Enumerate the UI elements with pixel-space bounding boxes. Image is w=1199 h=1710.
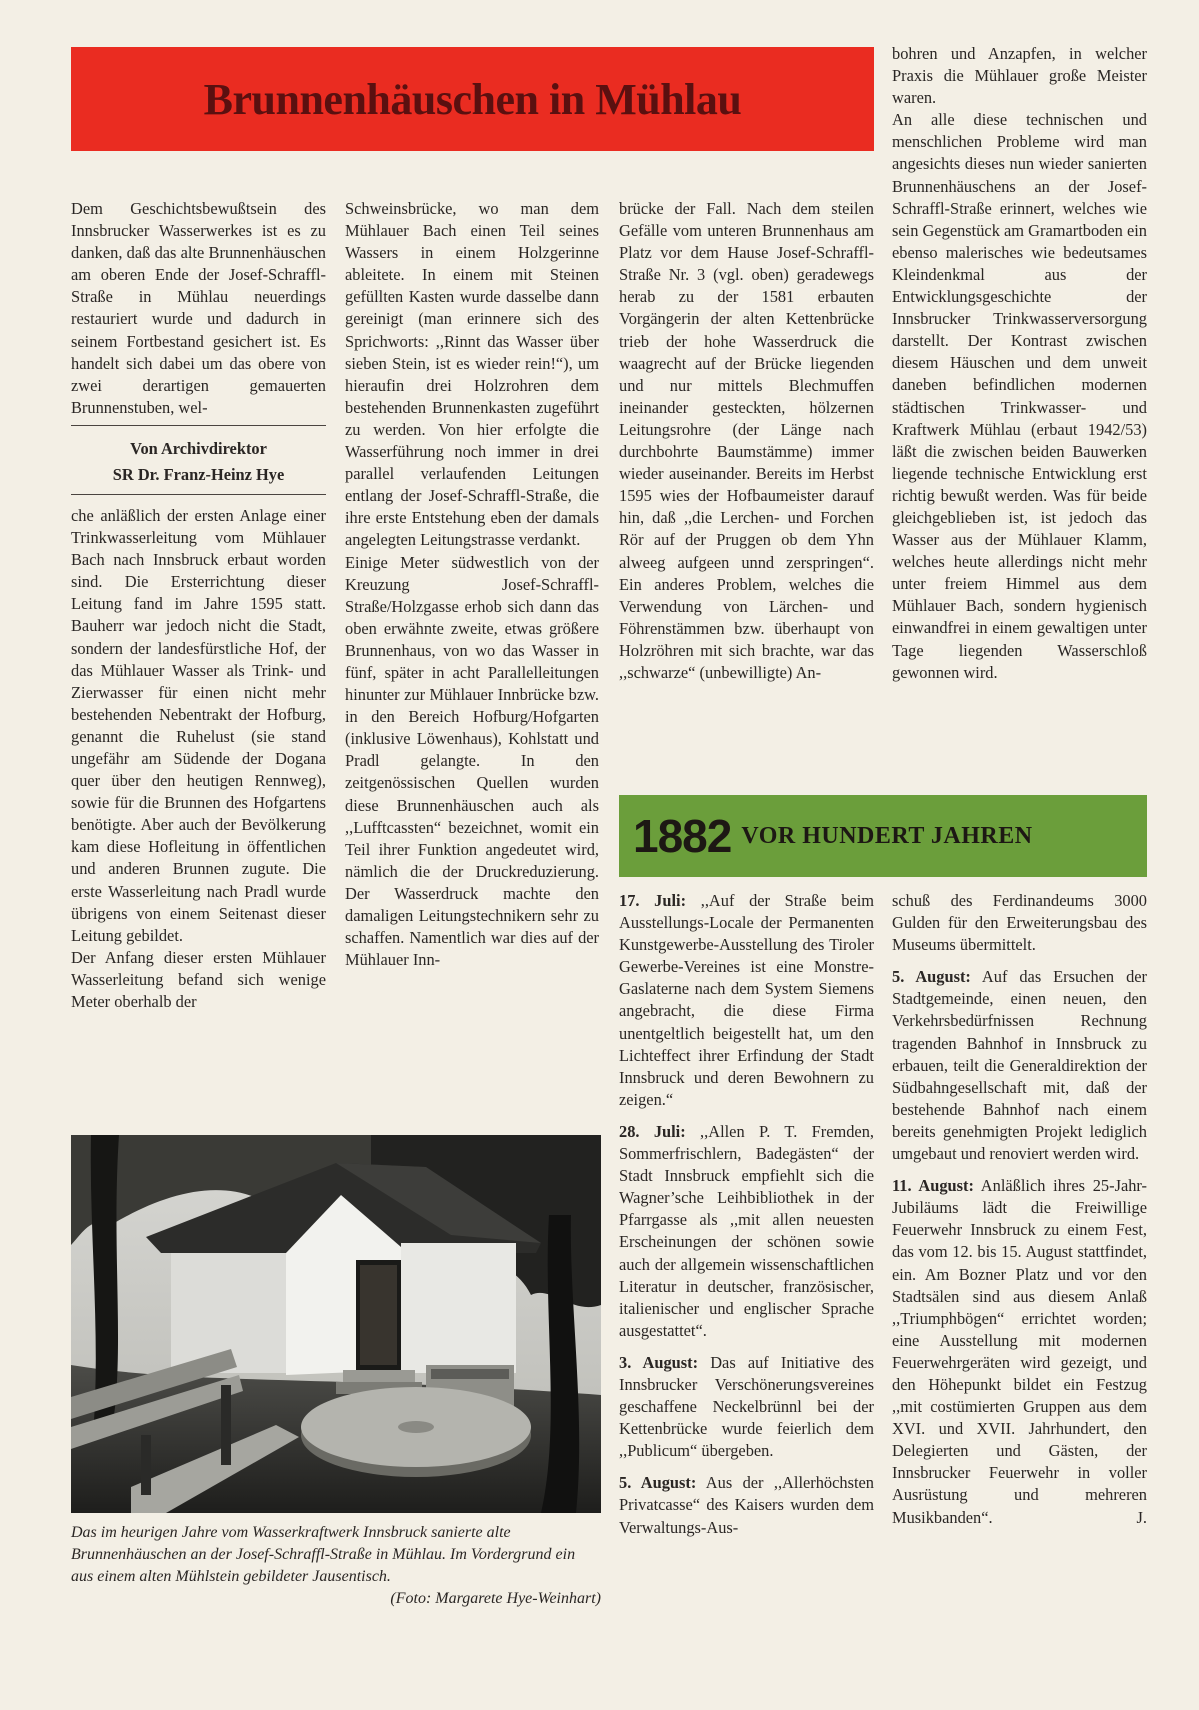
entry-text: Das auf Initiative des Innsbrucker Verschönerungsvereines geschaffene Neckelbrünnl bei der Kettenbrücke wurde feierlich dem ,,Publicum“ übergeben. — [619, 1352, 875, 1461]
entry-text: ,,Auf der Straße beim Ausstellungs-Locale der Permanenten Kunstgewerbe-Ausstellung des Tiroler Gewerbe-Vereines ist eine Monstre-Gaslaterne nach dem System Siemens angebracht, die diese Firma unentgeltlich beigestellt hat, um den Lichteffect ihrer Erfindung der Stadt Innsbruck und deren Bewohnern zu zeigen.“ — [619, 891, 874, 1109]
photo-credit: (Foto: Margarete Hye-Weinhart) — [390, 1590, 601, 1607]
section-banner-1882 — [619, 795, 1147, 877]
section-heading: VOR HUNDERT JAHREN — [741, 822, 1033, 849]
entry-date: 5. August: — [619, 1473, 697, 1493]
well-house-photo — [71, 1135, 601, 1513]
chronicle-entry — [892, 1175, 1147, 1529]
article-column-1 — [71, 198, 326, 1013]
chronicle-column-2 — [892, 890, 1147, 1539]
article-paragraph: Schweinsbrücke, wo man dem Mühlauer Bach einen Teil seines Wassers in einem Holzgerinne ableitete. In einem mit Steinen gefüllten Kasten wurde dasselbe dann gereinigt (man erinnere sich des Sprichworts: ,,Rinnt das Wasser über sieben Stein, ist es wieder rein!“), um hieraufin drei Holzrohren dem bestehenden Brunnenkasten zugeführt zu werden. Von hier erfolgte die Wasserführung noch immer in drei parallel verlaufenden Leitungen entlang der Josef-Schraffl-Straße, die ihre erste Entstehung eben der damals angelegten Leitungstrasse verdankt. — [345, 199, 599, 550]
chronicle-entry — [619, 1121, 874, 1342]
chronicle-entry — [892, 966, 1147, 1165]
title-banner — [71, 47, 874, 151]
divider — [71, 425, 326, 426]
article-column-2 — [345, 198, 599, 971]
entry-text: ,,Allen P. T. Fremden, Sommerfrischlern, Badegästen“ der Stadt Innsbruck empfiehlt sich die Wagner’sche Leihbibliothek in der Pfarrgasse als ,,mit allen neuesten Erscheinungen der schönen sowie auch der allgemein wissenschaftlichen Literatur in deutscher, französischer, italienischer und englischer Sprache ausgestattet“. — [619, 1121, 874, 1340]
article-paragraph: An alle diese technischen und menschlichen Probleme wird man angesichts dieses nun wieder sanierten Brunnenhäuschens an der Josef-Schraffl-Straße erinnert, welches wie sein Gegenstück am Gramartboden ein ebenso malerisches wie bedeutsames Kleindenkmal aus der Entwicklungsgeschichte der Innsbrucker Trinkwasserversorgung darstellt. Der Kontrast zwischen diesem Häuschen und dem unweit daneben befindlichen modernen städtischen Trinkwasser- und Kraftwerk Mühlau (erbaut 1942/53) läßt die zwischen beiden Bauwerken liegende technische Entwicklung erst richtig bewußt werden. Was für beide gleichgeblieben ist, ist jedoch das Wasser aus der Mühlauer Klamm, welches heute allerdings nicht mehr unter freiem Himmel aus dem Mühlauer Bach, sondern hygienisch einwandfrei in einem gewaltigen unter Tage liegenden Wasserschloß gewonnen wird. — [892, 110, 1147, 682]
chronicle-entry — [619, 1352, 874, 1462]
article-paragraph: brücke der Fall. Nach dem steilen Gefälle vom unteren Brunnenhaus am Platz vor dem Hause Josef-Schraffl-Straße Nr. 3 (vgl. oben) geradewegs herab zu der 1581 erbauten Vorgängerin der alten Kettenbrücke trieb der hohe Wasserdruck die waagrecht auf der Brücke liegenden und nur mittels Blechmuffen ineinander gesteckten, hölzernen Leitungsrohre (der Länge nach durchbohrte Baumstämme) immer wieder auseinander. Bereits im Herbst 1595 wies der Hofbaumeister darauf hin, daß ,,die Lerchen- und Forchen Rör auf der Pruggen ob dem Yhn alweeg aufgeen unnd zerspringen“. Ein anderes Problem, welches die Verwendung von Lärchen- und Föhrenstämmen bzw. überhaupt von Holzröhren mit sich brachte, war das ,,schwarze“ (unbewilligte) An- — [619, 199, 874, 682]
photo-caption — [71, 1522, 601, 1610]
entry-text: Aus der ,,Allerhöchsten Privatcasse“ des Kaisers wurden dem Verwaltungs-Aus- — [619, 1473, 875, 1537]
entry-text: Auf das Ersuchen der Stadtgemeinde, einen neuen, den Verkehrsbedürfnissen Rechnung tragenden Bahnhof in Innsbruck zu erbauen, teilt die Generaldirektion der Südbahngesellschaft mit, daß der bestehende Bahnhof nach einem bereits genehmigten Projekt lediglich umgebaut und renoviert werden wird. — [892, 967, 1147, 1164]
entry-date: 17. Juli: — [619, 891, 687, 910]
page-title: Brunnenhäuschen in Mühlau — [203, 74, 742, 124]
article-paragraph-intro: Dem Geschichtsbewußtsein des Innsbrucker Wasserwerkes ist es zu danken, daß das alte Brunnenhäuschen am oberen Ende der Josef-Schraffl-Straße in Mühlau neuerdings restauriert wurde und dadurch in seinem Fortbestand gesichert ist. Es handelt sich dabei um das obere von zwei derartigen gemauerten Brunnenstuben, wel- — [71, 199, 326, 417]
chronicle-column-1 — [619, 890, 874, 1549]
article-column-3 — [619, 198, 874, 684]
chronicle-entry — [892, 890, 1147, 956]
section-year: 1882 — [633, 810, 732, 862]
author-name: SR Dr. Franz-Heinz Hye — [112, 464, 285, 484]
entry-date: 11. August: — [892, 1176, 974, 1196]
entry-date: 28. Juli: — [619, 1121, 686, 1141]
article-paragraph: bohren und Anzapfen, in welcher Praxis die Mühlauer große Meister waren. — [892, 44, 1147, 108]
chronicle-entry — [619, 1472, 874, 1538]
entry-text: schuß des Ferdinandeums 3000 Gulden für den Erweiterungsbau des Museums übermittelt. — [892, 891, 1147, 955]
author-byline — [71, 436, 326, 488]
author-signature: J. — [1136, 1507, 1147, 1527]
entry-date: 5. August: — [892, 967, 971, 987]
entry-date: 3. August: — [619, 1352, 699, 1372]
article-paragraph: Einige Meter südwestlich von der Kreuzung Josef-Schraffl-Straße/Holzgasse erhob sich dann das oben erwähnte zweite, etwas größere Brunnenhaus, von wo das Wasser in fünf, später in acht Parallelleitungen hinunter zur Mühlauer Innbrücke bzw. in den Bereich Hofburg/Hofgarten (inklusive Löwenhaus), Kohlstatt und Pradl gelangte. In den zeitgenössischen Quellen wurden diese Brunnenhäuschen auch als ,,Lufftcassten“ bezeichnet, womit ein Teil ihrer Funktion angedeutet wird, nämlich die der Druckreduzierung. Der Wasserdruck machte den damaligen Leitungstechnikern sehr zu schaffen. Namentlich war dies auf der Mühlauer Inn- — [345, 552, 599, 970]
divider — [71, 494, 326, 495]
chronicle-entry — [619, 890, 874, 1111]
author-title: Von Archivdirektor — [130, 438, 267, 458]
article-paragraph: che anläßlich der ersten Anlage einer Trinkwasserleitung vom Mühlauer Bach nach Innsbruck erbaut worden sind. Die Ersterrichtung dieser Leitung fand im Jahre 1595 statt. Bauherr war jedoch nicht die Stadt, sondern der landesfürstliche Hof, der das Mühlauer Wasser als Trink- und Zierwasser für einen nicht mehr bestehenden Nebentrakt der Hofburg, genannt die Ruhelust (sie stand ungefähr am Südende der Dogana quer über den heutigen Rennweg), sowie für die Brunnen des Hofgartens benötigte. Aber auch der Bevölkerung kam diese Hofleitung in öffentlichen und anderen Brunnen zugute. Die erste Wasserleitung nach Pradl wurde übrigens von einem Seitenast dieser Leitung gebildet. — [71, 505, 326, 945]
article-paragraph: Der Anfang dieser ersten Mühlauer Wasserleitung befand sich wenige Meter oberhalb der — [71, 947, 326, 1011]
caption-text: Das im heurigen Jahre vom Wasserkraftwerk Innsbruck sanierte alte Brunnenhäuschen an der Josef-Schraffl-Straße in Mühlau. Im Vordergrund ein aus einem alten Mühlstein gebildeter Jausentisch. — [71, 1524, 576, 1585]
article-column-4 — [892, 43, 1147, 684]
entry-text: Anläßlich ihres 25-Jahr-Jubiläums lädt die Freiwillige Feuerwehr Innsbruck zu einem Fest, das vom 12. bis 15. August stattfindet, ein. Am Bozner Platz und vor den Stadtsälen sind aus diesem Anlaß ,,Triumphbögen“ errichtet worden; eine Ausstellung mit modernen Feuerwehrgeräten wird gezeigt, und den Höhepunkt bildet ein Festzug ,,mit costümierten Gruppen aus dem XVI. und XVII. Jahrhundert, den Delegierten und Gästen, der Innsbrucker Feuerwehr in voller Ausrüstung und mehreren Musikbanden“. — [892, 1176, 1148, 1527]
